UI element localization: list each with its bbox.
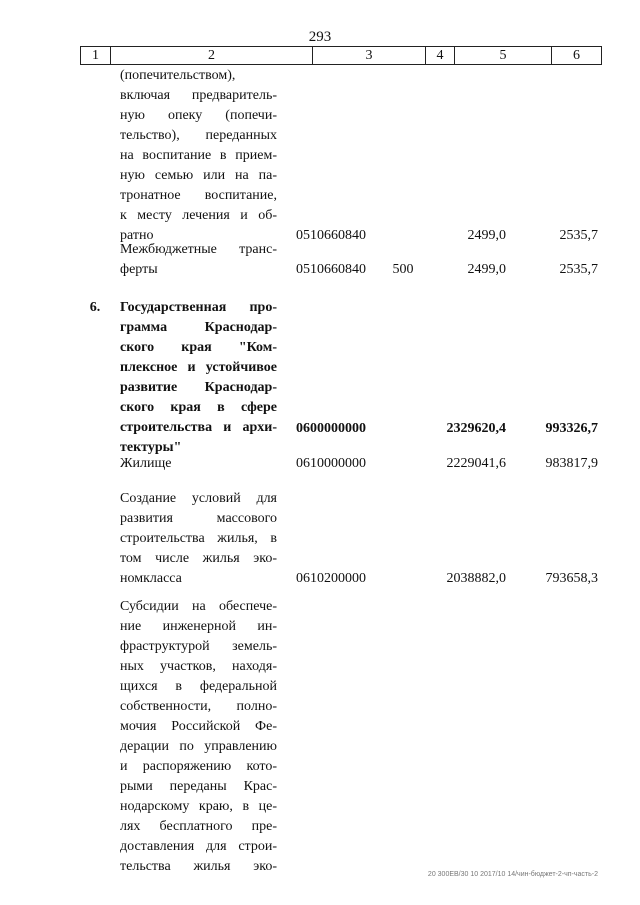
row-name-line: щихся в федеральной (120, 679, 277, 694)
row-name-line: тельство), переданных (120, 128, 277, 143)
row-code: 0600000000 (296, 421, 366, 436)
row-name-line: ского края в сфере (120, 400, 277, 415)
row-name-line: нодарскому краю, в це- (120, 799, 277, 814)
row-name-line: Субсидии на обеспече- (120, 599, 277, 614)
row-code: 0610200000 (296, 571, 366, 586)
row-name-line: ную семью или на па- (120, 168, 277, 183)
column-header-5: 5 (455, 47, 552, 65)
row-name-line: ние инженерной ин- (120, 619, 277, 634)
row-name (120, 454, 277, 474)
row-amount-col5: 2229041,6 (446, 456, 506, 471)
row-name-line: доставления для строи- (120, 839, 277, 854)
row-expense-type: 500 (392, 262, 414, 277)
row-name-line: и распоряжению кото- (120, 759, 277, 774)
row-amount-col6: 993326,7 (545, 421, 598, 436)
row-name-line: к месту лечения и об- (120, 208, 277, 223)
column-header-4: 4 (426, 47, 455, 65)
row-name (120, 240, 277, 280)
row-name-line: Создание условий для (120, 491, 277, 506)
row-amount-col5: 2038882,0 (446, 571, 506, 586)
row-code: 0610000000 (296, 456, 366, 471)
row-code: 0510660840 (296, 262, 366, 277)
row-name (120, 597, 277, 877)
row-name-line: (попечительством), (120, 68, 236, 83)
row-name-line: плексное и устойчивое (120, 360, 277, 375)
row-name-line: ных участков, находя- (120, 659, 277, 674)
row-name-line: развития массового (120, 511, 277, 526)
row-name-line: включая предваритель- (120, 88, 277, 103)
row-name (120, 66, 277, 246)
column-header-6: 6 (552, 47, 602, 65)
column-header-2: 2 (111, 47, 313, 65)
row-name-line: грамма Краснодар- (120, 320, 277, 335)
row-amount-col5: 2499,0 (467, 228, 506, 243)
row-name-line: ную опеку (попечи- (120, 108, 277, 123)
row-name (120, 298, 277, 458)
row-amount-col6: 983817,9 (545, 456, 598, 471)
row-code: 0510660840 (296, 228, 366, 243)
row-name-line: рыми переданы Крас- (120, 779, 277, 794)
row-name-line: том числе жилья эко- (120, 551, 277, 566)
row-name-line: фраструктурой земель- (120, 639, 277, 654)
row-amount-col6: 2535,7 (559, 228, 598, 243)
row-name-line: ского края "Ком- (120, 340, 277, 355)
row-name-line: тектуры" (120, 440, 182, 455)
column-header-row (81, 47, 602, 65)
row-amount-col5: 2329620,4 (446, 421, 506, 436)
row-name-line: номкласса (120, 571, 182, 586)
column-header-1: 1 (81, 47, 111, 65)
row-name-line: Жилище (120, 456, 172, 471)
row-amount-col6: 793658,3 (545, 571, 598, 586)
row-name-line: Межбюджетные транс- (120, 242, 277, 257)
row-amount-col6: 2535,7 (559, 262, 598, 277)
row-name-line: ратно (120, 228, 154, 243)
row-name-line: строительства жилья, в (120, 531, 277, 546)
row-name-line: на воспитание в прием- (120, 148, 277, 163)
column-header-3: 3 (313, 47, 426, 65)
row-amount-col5: 2499,0 (467, 262, 506, 277)
row-name-line: тронатное воспитание, (120, 188, 277, 203)
row-name-line: мочия Российской Фе- (120, 719, 277, 734)
row-name-line: строительства и архи- (120, 420, 277, 435)
row-name-line: дерации по управлению (120, 739, 277, 754)
column-header-table (80, 46, 602, 65)
row-name-line: ферты (120, 262, 158, 277)
row-number: 6. (89, 300, 101, 315)
page-number: 293 (308, 29, 332, 45)
row-name-line: лях бесплатного пре- (120, 819, 277, 834)
row-name (120, 489, 277, 589)
row-name-line: собственности, полно- (120, 699, 277, 714)
row-name-line: развитие Краснодар- (120, 380, 277, 395)
document-footer-code: 20 300ЕВ/30 10 2017/10 14/чин-бюджет-2-чп-часть-2 (427, 871, 598, 878)
row-name-line: Государственная про- (120, 300, 277, 315)
row-name-line: тельства жилья эко- (120, 859, 277, 874)
